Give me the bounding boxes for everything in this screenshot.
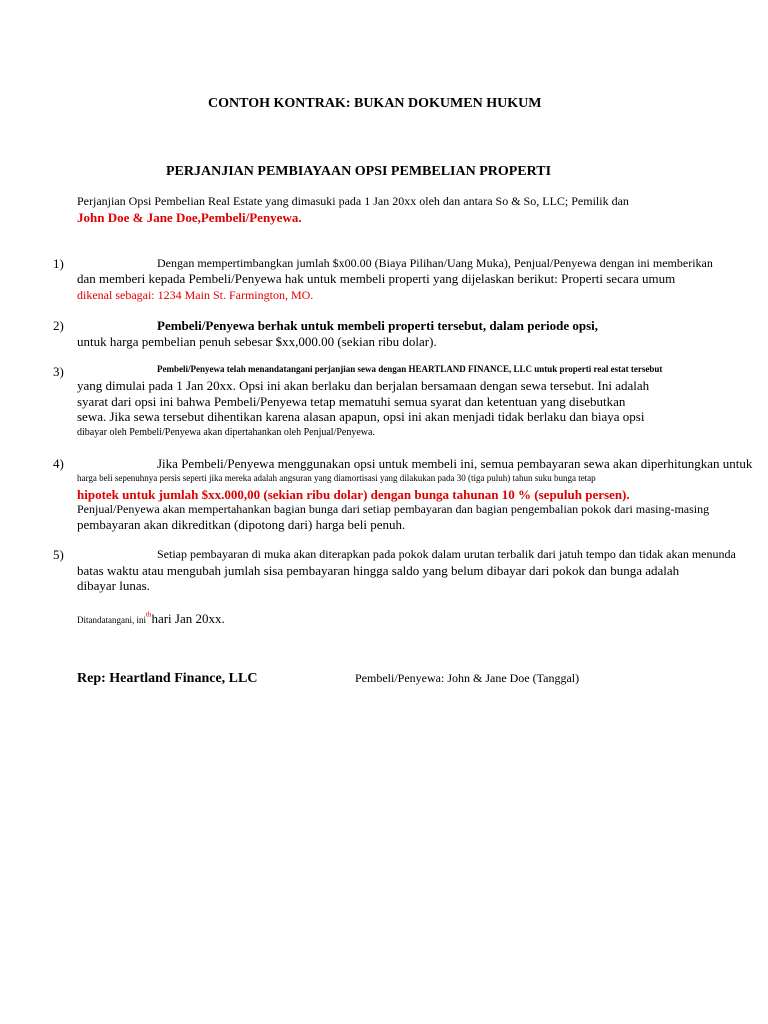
clause-3-line-4: sewa. Jika sewa tersebut dihentikan karena alasan apapun, opsi ini akan menjadi tidak berlaku dan biaya opsi bbox=[77, 409, 645, 424]
clause-5-line-3: dibayar lunas. bbox=[77, 578, 150, 593]
clause-2-line-1: Pembeli/Penyewa berhak untuk membeli properti tersebut, dalam periode opsi, bbox=[157, 318, 599, 333]
signed-line bbox=[77, 610, 225, 628]
clause-3-number: 3) bbox=[53, 364, 64, 379]
clause-5-line-1: Setiap pembayaran di muka akan diterapkan pada pokok dalam urutan terbalik dari jatuh tempo dan tidak akan menunda bbox=[157, 547, 736, 561]
clause-3-line-2: yang dimulai pada 1 Jan 20xx. Opsi ini akan berlaku dan berjalan bersamaan dengan sewa tersebut. Ini adalah bbox=[77, 378, 650, 393]
clause-3-line-3: syarat dari opsi ini bahwa Pembeli/Penyewa tetap mematuhi semua syarat dan ketentuan yang disebutkan bbox=[77, 394, 626, 409]
signed-ordinal: th bbox=[145, 610, 152, 619]
signed-prefix: Ditandatangani, ini bbox=[77, 615, 146, 625]
document-title: PERJANJIAN PEMBIAYAAN OPSI PEMBELIAN PROPERTI bbox=[166, 164, 552, 179]
intro-parties: John Doe & Jane Doe,Pembeli/Penyewa. bbox=[77, 210, 302, 225]
intro-line-1: Perjanjian Opsi Pembelian Real Estate yang dimasuki pada 1 Jan 20xx oleh dan antara So & So, LLC; Pemilik dan bbox=[77, 194, 629, 208]
clause-4-line-1: Jika Pembeli/Penyewa menggunakan opsi untuk membeli ini, semua pembayaran sewa akan diperhitungkan untuk bbox=[157, 456, 753, 471]
document-header: CONTOH KONTRAK: BUKAN DOKUMEN HUKUM bbox=[208, 96, 542, 111]
clause-3-line-5: dibayar oleh Pembeli/Penyewa akan dipertahankan oleh Penjual/Penyewa. bbox=[77, 427, 375, 438]
clause-2-number: 2) bbox=[53, 318, 64, 333]
clause-4-mortgage: hipotek untuk jumlah $xx.000,00 (sekian ribu dolar) dengan bunga tahunan 10 % (sepuluh persen). bbox=[77, 487, 630, 502]
clause-1-line-1: Dengan mempertimbangkan jumlah $x00.00 (Biaya Pilihan/Uang Muka), Penjual/Penyewa dengan ini memberikan bbox=[157, 256, 713, 270]
clause-4-line-4: Penjual/Penyewa akan mempertahankan bagian bunga dari setiap pembayaran dan bagian pengembalian pokok dari masing-masing bbox=[77, 502, 710, 516]
clause-4-number: 4) bbox=[53, 456, 64, 471]
clause-1-address: dikenal sebagai: 1234 Main St. Farmington, MO. bbox=[77, 288, 314, 302]
clause-4-line-2: harga beli sepenuhnya persis seperti jika mereka adalah angsuran yang diamortisasi yang dilakukan pada 30 (tiga puluh) tahun suku bunga tetap bbox=[77, 473, 596, 483]
clause-4-line-5: pembayaran akan dikreditkan (dipotong dari) harga beli penuh. bbox=[77, 517, 406, 532]
buyer-signature: Pembeli/Penyewa: John & Jane Doe (Tanggal) bbox=[355, 671, 580, 685]
clause-5-number: 5) bbox=[53, 547, 64, 562]
rep-signature: Rep: Heartland Finance, LLC bbox=[77, 671, 258, 686]
clause-5-line-2: batas waktu atau mengubah jumlah sisa pembayaran hingga saldo yang belum dibayar dari pokok dan bunga adalah bbox=[77, 563, 680, 578]
clause-2-line-2: untuk harga pembelian penuh sebesar $xx,000.00 (sekian ribu dolar). bbox=[77, 334, 437, 349]
clause-3-line-1: Pembeli/Penyewa telah menandatangani perjanjian sewa dengan HEARTLAND FINANCE, LLC untuk properti real estat tersebut bbox=[157, 364, 663, 374]
clause-1-number: 1) bbox=[53, 256, 64, 271]
signed-suffix: hari Jan 20xx. bbox=[151, 611, 225, 626]
clause-1-line-2: dan memberi kepada Pembeli/Penyewa hak untuk membeli properti yang dijelaskan berikut: Properti secara umum bbox=[77, 271, 676, 286]
